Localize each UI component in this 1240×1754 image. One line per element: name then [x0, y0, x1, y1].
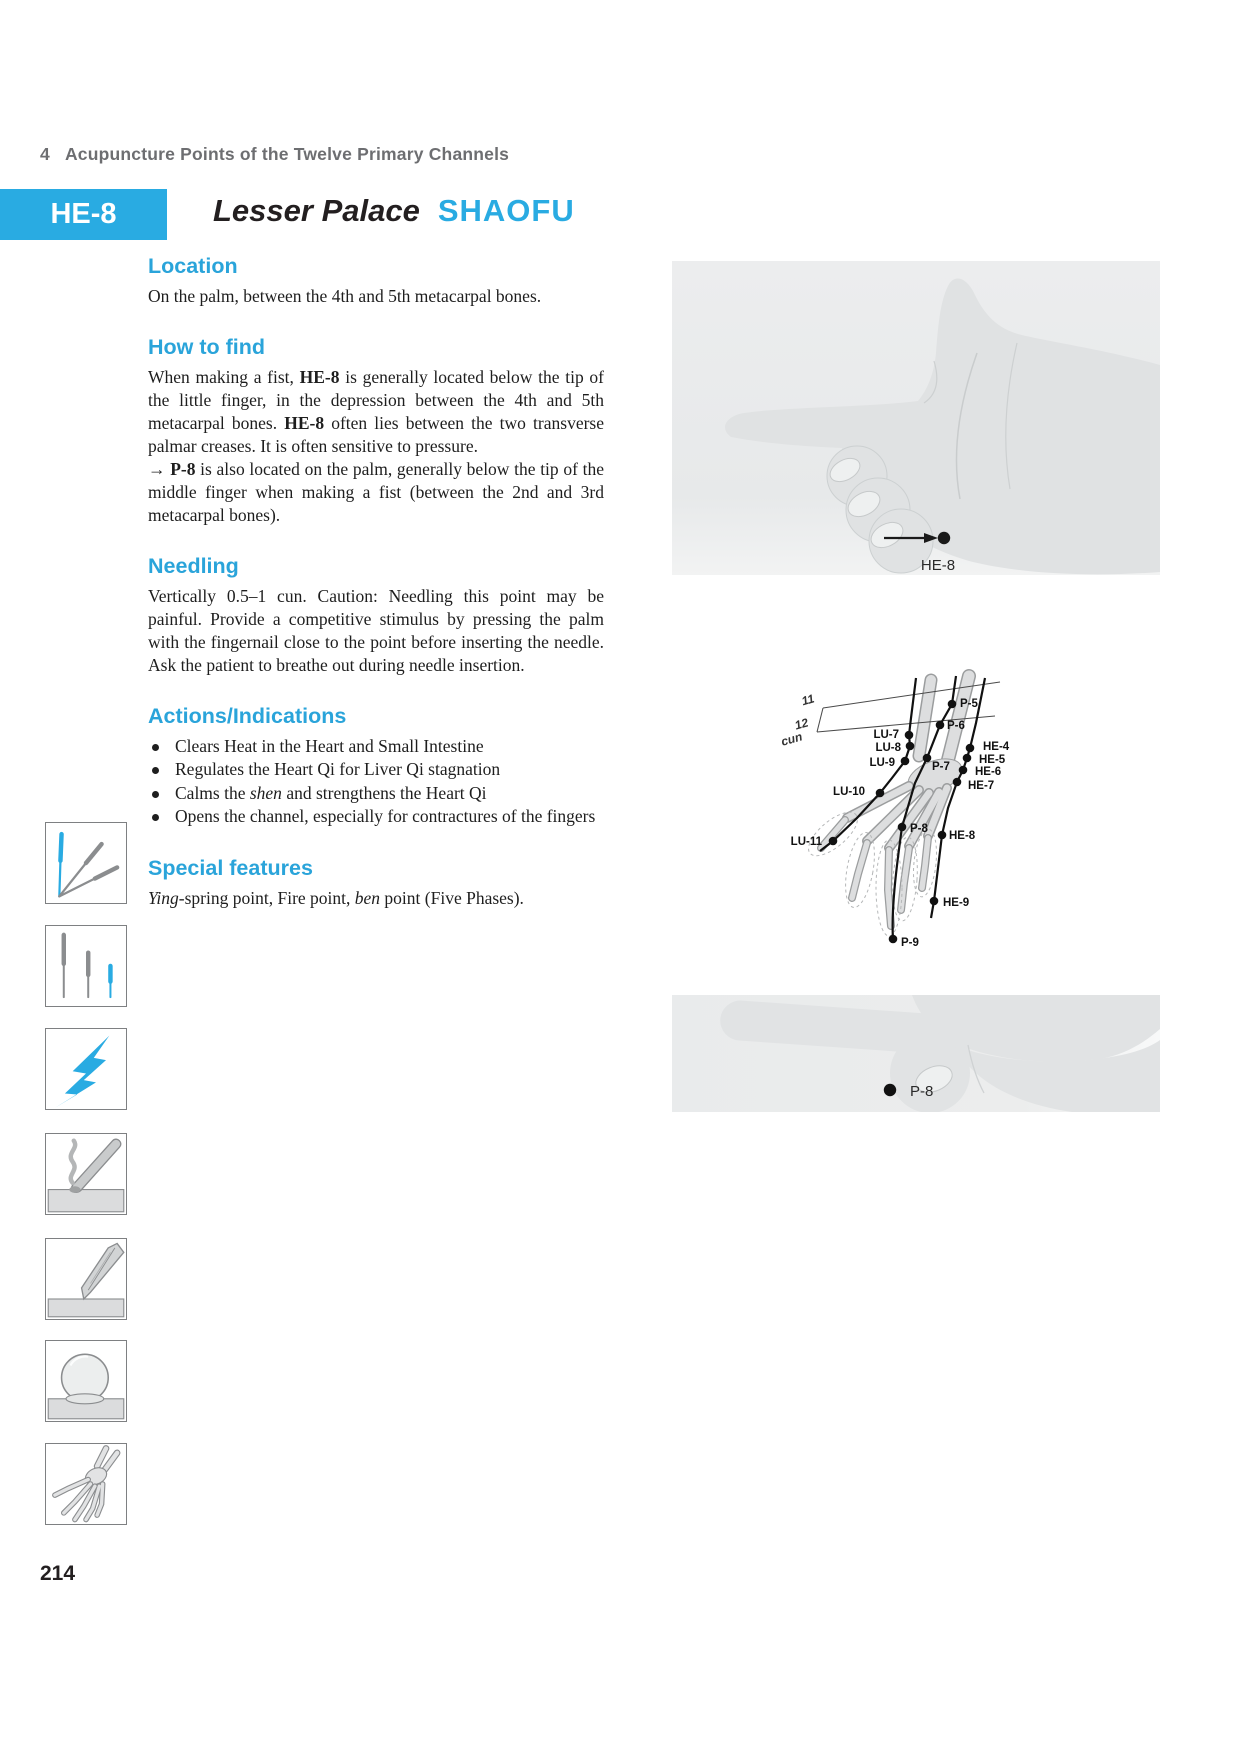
actions-list [148, 735, 604, 829]
moxibustion-icon [45, 1133, 127, 1215]
location-heading: Location [148, 254, 238, 278]
action-item: Opens the channel, especially for contractures of the fingers [148, 805, 604, 828]
text-column [148, 254, 604, 910]
section-location [148, 254, 604, 308]
label-p6: P-6 [947, 720, 965, 732]
point-code-badge: HE-8 [0, 189, 167, 240]
label-lu8: LU-8 [875, 742, 901, 754]
label-p8: P-8 [910, 823, 928, 835]
point-name-english: Lesser Palace [213, 193, 420, 228]
point-title [213, 193, 575, 229]
action-item: Calms the shen and strengthens the Heart Qi [148, 782, 604, 805]
hand-bones-icon [45, 1443, 127, 1525]
bullet-icon [152, 814, 159, 821]
arrow-glyph: → [148, 459, 171, 479]
label-lu7: LU-7 [873, 729, 899, 741]
section-how-to-find [148, 335, 604, 527]
bullet-icon [152, 744, 159, 751]
p8-point-label: P-8 [910, 1083, 934, 1100]
he8-point-label: HE-8 [920, 557, 956, 574]
actions-heading: Actions/Indications [148, 704, 347, 728]
section-actions [148, 704, 604, 829]
cun-mark-12: 12 [793, 715, 810, 733]
chapter-title: Acupuncture Points of the Twelve Primary Channels [64, 144, 510, 164]
bullet-icon [152, 767, 159, 774]
label-p7: P-7 [932, 761, 950, 773]
needling-body: Vertically 0.5–1 cun. Caution: Needling this point may be painful. Provide a competitive stimulus by pressing the palm with the fingernail close to the point before inserting the needle. Ask the patient to breathe out during needle insertion. [148, 586, 604, 675]
needling-heading: Needling [148, 554, 239, 578]
page-number: 214 [40, 1562, 76, 1585]
label-p5: P-5 [960, 698, 978, 710]
chapter-number: 4 [40, 144, 50, 164]
section-special-features [148, 856, 604, 910]
action-item: Clears Heat in the Heart and Small Intestine [148, 735, 604, 758]
cun-mark-11: 11 [799, 691, 816, 709]
point-name-pinyin: SHAOFU [437, 193, 575, 228]
needle-direction-icon [45, 822, 127, 904]
location-body: On the palm, between the 4th and 5th metacarpal bones. [148, 286, 542, 306]
how-to-find-paragraph-1: When making a fist, HE-8 is generally located below the tip of the little finger, in the depression between the 4th and 5th metacarpal bones. HE-8 often lies between the two transverse palmar creases. It is often sensitive to pressure. [148, 367, 604, 456]
bullet-icon [152, 791, 159, 798]
how-to-find-paragraph-2: → P-8 is also located on the palm, generally below the tip of the middle finger when making a fist (between the 2nd and 3rd metacarpal bones). [148, 459, 604, 525]
hand-channels-diagram [695, 668, 1015, 988]
label-lu9: LU-9 [869, 757, 895, 769]
photo-p8-hand [672, 995, 1160, 1112]
label-he4: HE-4 [983, 741, 1010, 753]
label-he9: HE-9 [943, 897, 970, 909]
label-he8: HE-8 [949, 830, 976, 842]
needle-depth-icon [45, 925, 127, 1007]
label-he6: HE-6 [975, 766, 1002, 778]
section-needling [148, 554, 604, 677]
cupping-icon [45, 1340, 127, 1422]
action-item: Regulates the Heart Qi for Liver Qi stagnation [148, 758, 604, 781]
photo-he8-hand [672, 261, 1160, 575]
label-lu11: LU-11 [790, 836, 822, 848]
electro-acupuncture-icon [45, 1028, 127, 1110]
label-p9: P-9 [901, 937, 919, 949]
special-features-heading: Special features [148, 855, 313, 880]
label-lu10: LU-10 [833, 786, 865, 798]
cun-unit-label: cun [779, 729, 804, 749]
label-he7: HE-7 [968, 780, 995, 792]
running-header [40, 144, 509, 165]
how-to-find-heading: How to find [148, 335, 266, 359]
bleeding-icon [45, 1238, 127, 1320]
label-he5: HE-5 [979, 754, 1006, 766]
special-features-body: Ying-spring point, Fire point, ben point (Five Phases). [148, 887, 524, 908]
